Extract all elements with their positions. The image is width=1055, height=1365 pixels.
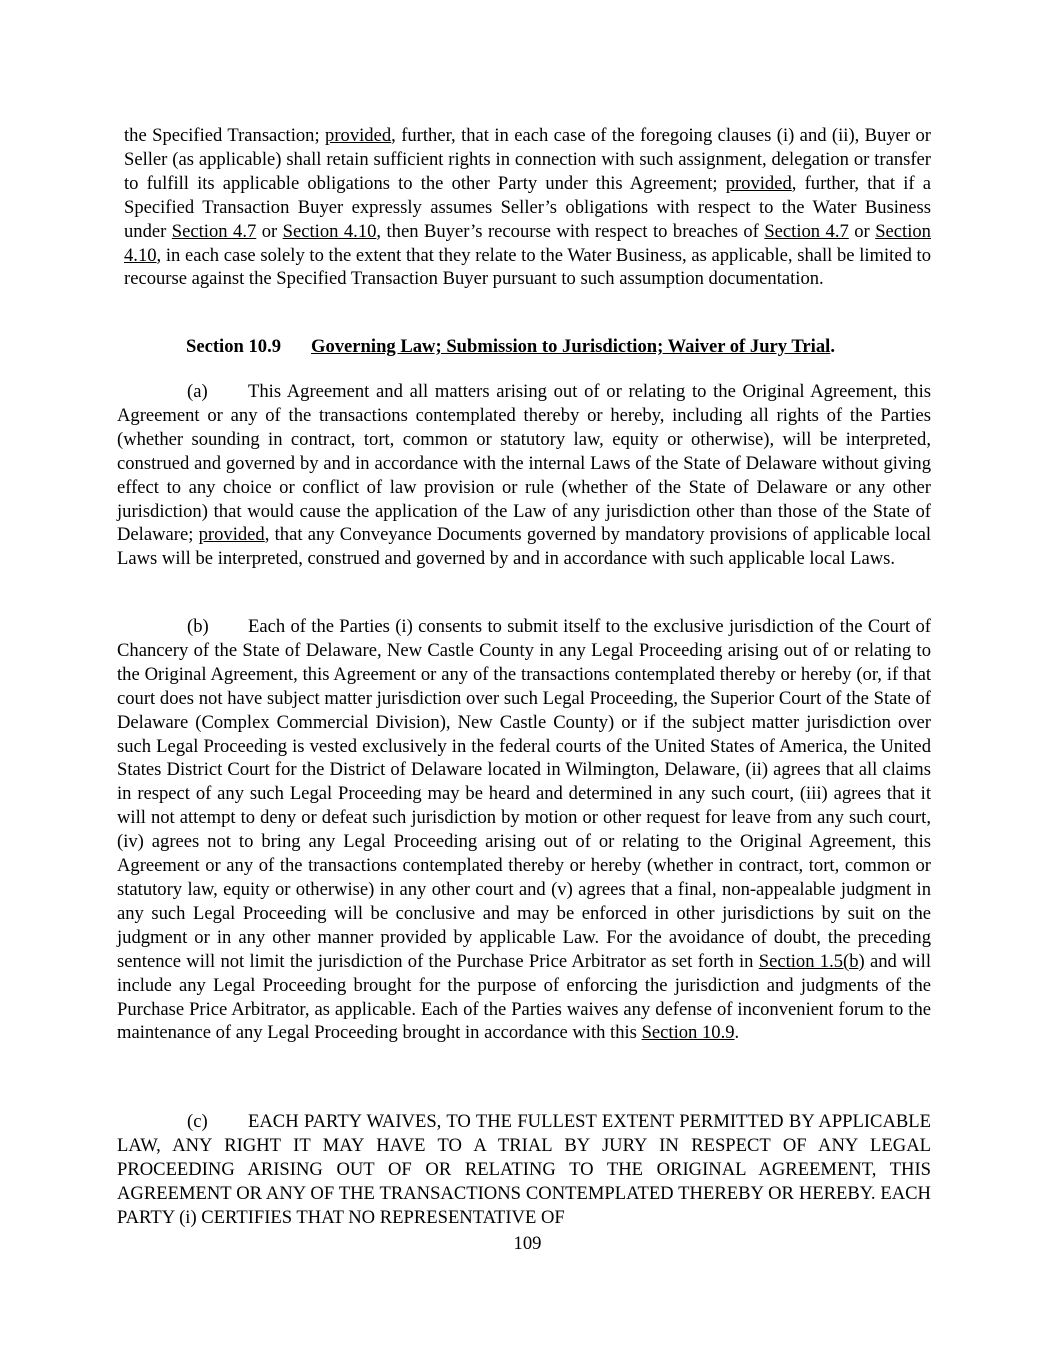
text-run: . bbox=[734, 1022, 740, 1044]
section-reference: Section 1.5(b) bbox=[758, 950, 865, 972]
paragraph-continuation bbox=[124, 124, 931, 291]
clause-label: (b) bbox=[187, 616, 209, 637]
section-reference: Section 10.9 bbox=[641, 1022, 735, 1044]
underlined-term: provided bbox=[198, 524, 265, 546]
clause-label: (a) bbox=[187, 381, 208, 402]
section-number: Section 10.9 bbox=[186, 336, 282, 357]
text-run: the Specified Transaction; bbox=[124, 125, 326, 146]
section-heading bbox=[186, 335, 931, 359]
heading-period: . bbox=[830, 336, 835, 357]
text-run: EACH PARTY WAIVES, TO THE FULLEST EXTENT PERMITTED BY APPLICABLE LAW, ANY RIGHT IT MAY HAVE TO A TRIAL BY JURY IN RESPECT OF ANY LEGAL PROCEEDING ARISING OUT OF OR RELATING TO THE ORIGINAL AGREEMENT, THIS AGREEMENT OR ANY OF THE TRANSACTIONS CONTEMPLATED THEREBY OR HEREBY. EACH PARTY (i) CERTIFIES THAT NO REPRESENTATIVE OF bbox=[117, 1111, 931, 1228]
section-title: Governing Law; Submission to Jurisdiction; Waiver of Jury Trial bbox=[311, 336, 831, 357]
text-run: or bbox=[256, 220, 283, 242]
text-run: or bbox=[848, 220, 876, 242]
text-run: , that any Conveyance Documents governed by mandatory provisions of applicable local Laws will be interpreted, construed and governed by and in accordance with such applicable local Laws. bbox=[117, 524, 931, 570]
text-run: Each of the Parties (i) consents to submit itself to the exclusive jurisdiction of the Court of Chancery of the State of Delaware, New Castle County in any Legal Proceeding arising out of or relating to the Original Agreement, this Agreement or any of the transactions contemplated thereby or hereby (or, if that court does not have subject matter jurisdiction over such Legal Proceeding, the Superior Court of the State of Delaware (Complex Commercial Division), New Castle County) or if the subject matter jurisdiction over such Legal Proceeding is vested exclusively in the federal courts of the United States of America, the United States District Court for the District of Delaware located in Wilmington, Delaware, (ii) agrees that all claims in respect of any such Legal Proceeding may be heard and determined in any such court, (iii) agrees that it will not attempt to deny or defeat such jurisdiction by motion or other request for leave from any such court, (iv) agrees not to bring any Legal Proceeding arising out of or relating to the Original Agreement, this Agreement or any of the transactions contemplated thereby or hereby (whether in contract, tort, common or statutory law, equity or otherwise) in any other court and (v) agrees that a final, non-appealable judgment in any such Legal Proceeding will be conclusive and may be enforced in other jurisdictions by suit on the judgment or in any other manner provided by applicable Law. For the avoidance of doubt, the preceding sentence will not limit the jurisdiction of the Purchase Price Arbitrator as set forth in bbox=[117, 616, 931, 972]
section-reference: Section 4.10 bbox=[282, 220, 377, 242]
text-run: , further, that if a Specified Transaction Buyer expressly assumes Seller’s obligations with respect to the Water Business under bbox=[124, 172, 931, 242]
clause-label: (c) bbox=[187, 1111, 208, 1132]
page-number: 109 bbox=[513, 1233, 542, 1254]
paragraph-c bbox=[117, 1110, 931, 1230]
text-run: This Agreement and all matters arising out of or relating to the Original Agreement, this Agreement or any of the transactions contemplated thereby or hereby, including all rights of the Parties (whether sounding in contract, tort, common or statutory law, equity or otherwise), will be interpreted, construed and governed by and in accordance with the internal Laws of the State of Delaware without giving effect to any choice or conflict of law provision or rule (whether of the State of Delaware or any other jurisdiction) that would cause the application of the Law of any jurisdiction other than those of the State of Delaware; bbox=[117, 381, 931, 546]
text-run: , in each case solely to the extent that they relate to the Water Business, as applicable, shall be limited to recourse against the Specified Transaction Buyer pursuant to such assumption documentation. bbox=[124, 244, 931, 290]
text-run: , then Buyer’s recourse with respect to breaches of bbox=[376, 220, 765, 242]
underlined-term: provided bbox=[325, 125, 392, 146]
section-reference: Section 4.7 bbox=[171, 220, 257, 242]
paragraph-a bbox=[117, 380, 931, 571]
section-reference: Section 4.7 bbox=[764, 220, 849, 242]
section-reference: Section 4.10 bbox=[124, 220, 931, 266]
paragraph-b bbox=[117, 615, 931, 1045]
text-run: and will include any Legal Proceeding brought for the purpose of enforcing the jurisdiction and judgments of the Purchase Price Arbitrator, as applicable. Each of the Parties waives any defense of inconvenient forum to the maintenance of any Legal Proceeding brought in accordance with this bbox=[117, 950, 932, 1044]
text-run: , further, that in each case of the foregoing clauses (i) and (ii), Buyer or Seller (as applicable) shall retain sufficient rights in connection with such assignment, delegation or transfer to fulfill its applicable obligations to the other Party under this Agreement; bbox=[124, 125, 931, 194]
underlined-term: provided bbox=[725, 172, 792, 194]
